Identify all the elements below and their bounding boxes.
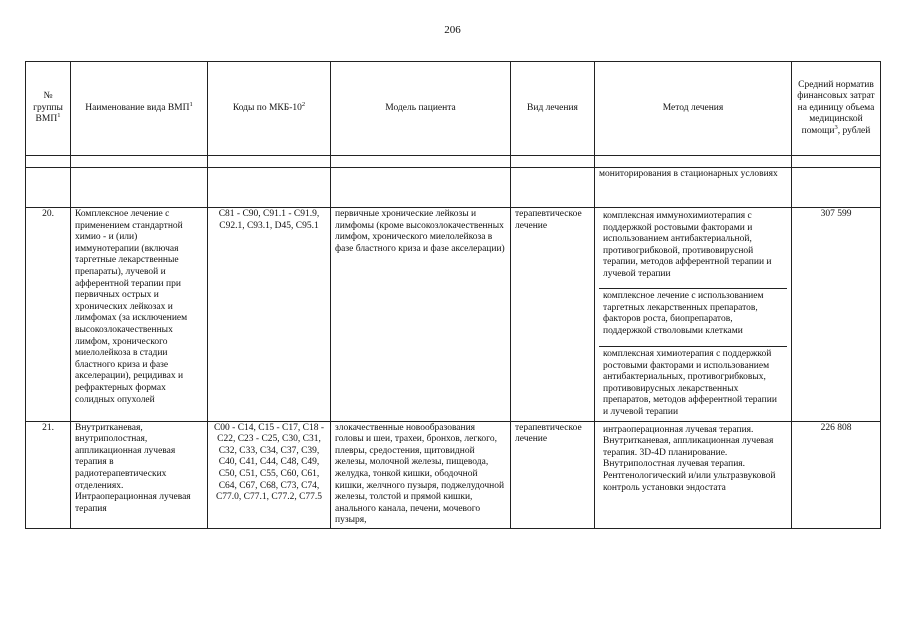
patient-model: злокачественные новообразования головы и шеи, трахеи, бронхов, легкого, плевры, средостения, щитовидной железы, молочной железы, пищевода, желудка, тонкой кишки, ободочной кишки, желчного пузыря, поджелудочной железы, толстой и прямой кишки, анального канала, печени, мочевого пузыря, (331, 421, 511, 528)
cost-norm: 226 808 (792, 421, 881, 528)
treatment-methods (595, 421, 792, 528)
continuation-row (26, 168, 881, 208)
vmp-table (25, 61, 881, 529)
header-patient-model: Модель пациента (331, 62, 511, 156)
header-cost-norm: Средний норматив финансовых затрат на единицу объема медицинской помощи$^3$, рублей (792, 62, 881, 156)
method-item: комплексная иммунохимиотерапия с поддержкой ростовыми факторами и использованием антибактериальной, противогрибковой, противовирусной терапии, методов афферентной терапии и лучевой терапии (603, 211, 772, 279)
header-row (26, 62, 881, 156)
treatment-type: терапевтическое лечение (511, 208, 595, 422)
table-row (26, 421, 881, 528)
vmp-name: Внутритканевая, внутриполостная, аппликационная лучевая терапия в радиотерапевтических отделениях. Интраоперационная лучевая терапия (71, 421, 208, 528)
header-treatment-type: Вид лечения (511, 62, 595, 156)
treatment-methods (595, 208, 792, 422)
header-vmp-name: Наименование вида ВМП$^1$ (71, 62, 208, 156)
method-item: комплексное лечение с использованием таргетных лекарственных препаратов, факторов роста, биопрепаратов, поддержкой стволовыми клетками (599, 288, 787, 346)
treatment-type: терапевтическое лечение (511, 421, 595, 528)
cost-norm: 307 599 (792, 208, 881, 422)
page-number: 206 (444, 24, 461, 36)
header-icd-codes: Коды по МКБ-$10^2$ (208, 62, 331, 156)
table-row (26, 208, 881, 422)
header-treatment-method: Метод лечения (595, 62, 792, 156)
vmp-name: Комплексное лечение с применением стандартной химио - и (или) иммунотерапии (включая таргетные лекарственные препараты), лучевой и афферентной терапии при первичных острых и хронических лейкозах и лимфомах (за исключением высокозлокачественных лимфом, хронического миелолейкоза в стадии бластного криза и фазе акселерации), рецидивах и рефрактерных формах солидных опухолей (71, 208, 208, 422)
spacer-row (26, 156, 881, 168)
icd-codes: C00 - C14, C15 - C17, C18 - C22, C23 - C25, C30, C31, C32, C33, C34, C37, C39, C40, C41, C44, C48, C49, C50, C51, C55, C60, C61, C64, C67, C68, C73, C74, C77.0, C77.1, C77.2, C77.5 (208, 421, 331, 528)
header-group-number: № группы ВМП$^1$ (26, 62, 71, 156)
group-number: 21. (26, 421, 71, 528)
method-item: интраоперационная лучевая терапия. Внутритканевая, аппликационная лучевая терапия. 3D-4D планирование. Внутриполостная лучевая терапия. Рентгенологический и/или ультразвуковой контроль установки эндостата (603, 424, 776, 493)
icd-codes: C81 - C90, C91.1 - C91.9, C92.1, C93.1, D45, C95.1 (208, 208, 331, 422)
method-item: комплексная химиотерапия с поддержкой ростовыми факторами и использованием антибактериальных, противогрибковых, противовирусных лекарственных препаратов, методов афферентной терапии и лучевой терапии (599, 346, 787, 420)
patient-model: первичные хронические лейкозы и лимфомы (кроме высокозлокачественных лимфом, хронического миелолейкоза в фазе бластного криза и фазе акселерации) (331, 208, 511, 422)
group-number: 20. (26, 208, 71, 422)
continuation-method: мониторирования в стационарных условиях (595, 168, 792, 208)
